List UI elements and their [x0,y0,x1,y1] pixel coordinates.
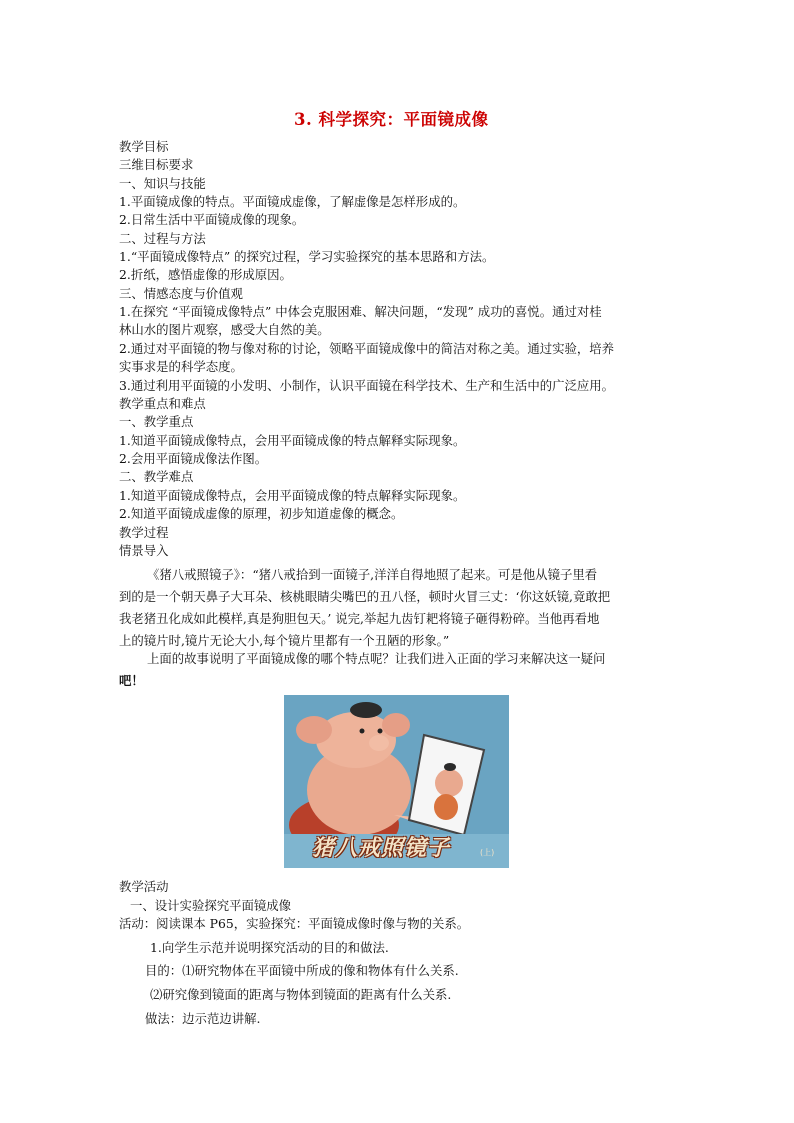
activity-purpose: 目的：⑴研究物体在平面镜中所成的像和物体有什么关系. [145,963,459,978]
heading-teaching-activity: 教学活动 [119,879,169,894]
activity-step: 1.向学生示范并说明探究活动的目的和做法. [150,940,389,955]
text-line: 1.在探究 “平面镜成像特点” 中体会克服困难、解决问题，“发现” 成功的喜悦。通过对桂 [119,304,602,319]
illustration-caption: 猪八戒照镜子 [312,836,451,861]
heading-process-method: 二、过程与方法 [119,231,206,246]
text-line: 2.知道平面镜成虚像的原理，初步知道虚像的概念。 [119,506,404,521]
story-line: 《猪八戒照镜子》：“猪八戒拾到一面镜子,洋洋自得地照了起来。可是他从镜子里看 [147,567,598,582]
heading-knowledge-skills: 一、知识与技能 [119,176,206,191]
page-title: 3. 科学探究：平面镜成像 [294,110,489,129]
text-line: 2.日常生活中平面镜成像的现象。 [119,212,305,227]
text-line: 林山水的图片观察，感受大自然的美。 [119,322,330,337]
activity-purpose: ⑵研究像到镜面的距离与物体到镜面的距离有什么关系. [150,987,452,1002]
heading-teaching-process: 教学过程 [119,525,169,540]
activity-task: 活动：阅读课本 P65，实验探究：平面镜成像时像与物的关系。 [119,916,470,931]
question-line: 吧！ [119,673,144,688]
text-line: 实事求是的科学态度。 [119,359,243,374]
zhubajie-mirror-illustration [284,695,509,868]
text-line: 1.知道平面镜成像特点，会用平面镜成像的特点解释实际现象。 [119,433,466,448]
text-line: 2.折纸，感悟虚像的形成原因。 [119,267,292,282]
text-line: 3.通过利用平面镜的小发明、小制作，认识平面镜在科学技术、生产和生活中的广泛应用。 [119,378,615,393]
heading-key-difficult: 教学重点和难点 [119,396,206,411]
question-line: 上面的故事说明了平面镜成像的哪个特点呢？让我们进入正面的学习来解决这一疑问 [147,651,606,666]
illustration-caption-sub: (上) [480,848,495,857]
heading-teaching-goals: 教学目标 [119,139,169,154]
heading-difficulties: 二、教学难点 [119,469,194,484]
story-line: 上的镜片时,镜片无论大小,每个镜片里都有一个丑陋的形象。” [119,633,450,648]
text-line: 1.知道平面镜成像特点，会用平面镜成像的特点解释实际现象。 [119,488,466,503]
text-line: 2.会用平面镜成像法作图。 [119,451,268,466]
heading-scene-intro: 情景导入 [119,543,169,558]
activity-section: 一、设计实验探究平面镜成像 [130,898,292,913]
heading-three-dim-goals: 三维目标要求 [119,157,194,172]
text-line: 2.通过对平面镜的物与像对称的讨论，领略平面镜成像中的简洁对称之美。通过实验，培养 [119,341,615,356]
text-line: 1.“平面镜成像特点” 的探究过程，学习实验探究的基本思路和方法。 [119,249,495,264]
text-line: 1.平面镜成像的特点。平面镜成虚像，了解虚像是怎样形成的。 [119,194,466,209]
activity-method: 做法：边示范边讲解. [145,1011,261,1026]
heading-key-points: 一、教学重点 [119,414,194,429]
heading-emotion-values: 三、情感态度与价值观 [119,286,243,301]
story-line: 到的是一个朝天鼻子大耳朵、核桃眼睛尖嘴巴的丑八怪，顿时火冒三丈：‘你这妖镜,竟敢把 [119,589,611,604]
story-line: 我老猪丑化成如此模样,真是狗胆包天。’ 说完,举起九齿钉耙将镜子砸得粉碎。当他再看地 [119,611,600,626]
